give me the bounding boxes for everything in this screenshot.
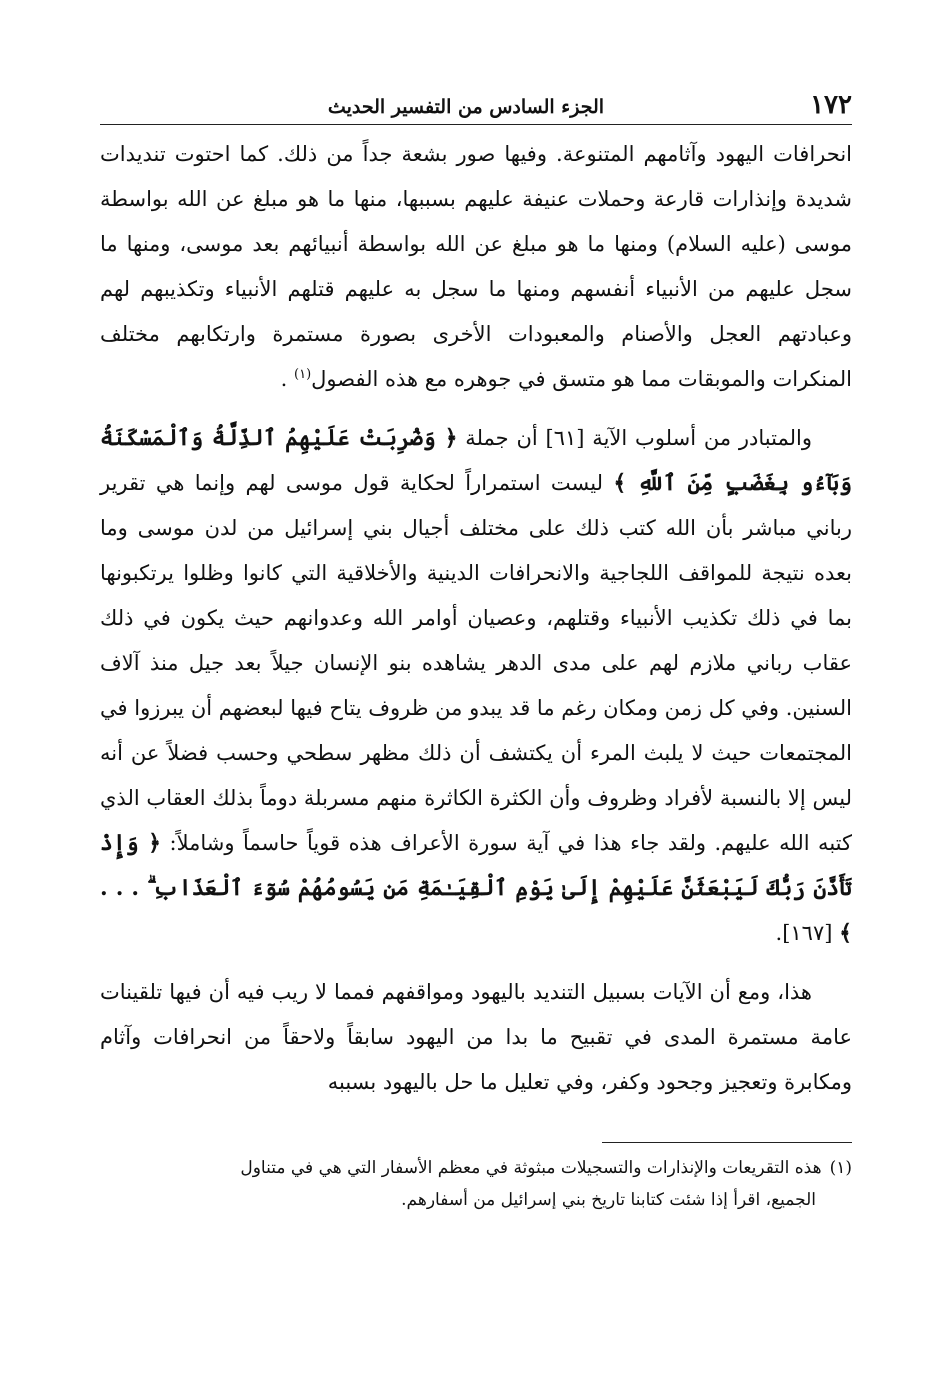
paragraph-2-part1: والمتبادر من أسلوب الآية [٦١] أن جملة (457, 426, 812, 450)
quran-verse-1: ﴿ وَضُرِبَتْ عَلَيْهِمُ ٱلذِّلَّةُ وَٱلْمَسْكَنَةُ وَبَآءُو بِغَضَبٍ مِّنَ ٱللَّهِ ﴾ (100, 425, 852, 496)
paragraph-2-part2: ليست استمراراً لحكاية قول موسى لهم وإنما هي تقرير رباني مباشر بأن الله كتب ذلك على مختلف أجيال بني إسرائيل من لدن موسى وما بعده نتيجة للمواقف اللجاجية والانحرافات الدينية والأخلاقية التي كانوا وظلوا يرتكبونها بما في ذلك تكذيب الأنبياء وقتلهم، وعصيان أوامر الله وعدوانهم حيث يكون في ذلك عقاب رباني ملازم لهم على مدى الدهر يشاهده بنو الإنسان جيلاً بعد جيل منذ آلاف السنين. وفي كل زمن ومكان رغم ما قد يبدو من ظروف يتاح فيها لبعضهم أن يبرزوا في المجتمعات حيث لا يلبث المرء أن يكتشف أن ذلك مظهر سطحي وحسب فضلاً عن أنه ليس إلا بالنسبة لأفراد وظروف وأن الكثرة الكاثرة منهم مسربلة دوماً بذلك العقاب الذي كتبه الله عليهم. ولقد جاء هذا في آية سورة الأعراف هذه قوياً حاسماً وشاملاً: (100, 471, 852, 855)
footnote-line-1: هذه التقريعات والإنذارات والتسجيلات مبثوثة في معظم الأسفار التي هي في متناول (240, 1158, 822, 1178)
footnote-reference: (١) (294, 367, 312, 382)
footnote-divider (602, 1142, 852, 1143)
page-header (100, 84, 852, 125)
footnote-1-continued (100, 1184, 852, 1216)
paragraph-3-text: هذا، ومع أن الآيات بسبيل التنديد باليهود ومواقفهم فمما لا ريب فيه أن فيها تلقينات عامة مستمرة المدى في تقبيح ما بدا من اليهود سابقاً ولاحقاً من انحرافات وآثام ومكابرة وتعجيز وجحود وكفر، وفي تعليل ما حل باليهود بسببه (100, 980, 852, 1094)
footnotes (100, 1152, 852, 1216)
paragraph-3 (100, 970, 852, 1105)
footnote-1 (100, 1152, 852, 1184)
footnote-line-2: الجميع، اقرأ إذا شئت كتابنا تاريخ بني إسرائيل من أسفارهم. (401, 1190, 816, 1210)
page-body (100, 132, 852, 1105)
paragraph-1 (100, 132, 852, 402)
paragraph-2-part3: [١٦٧]. (775, 921, 840, 945)
paragraph-1-text: انحرافات اليهود وآثامهم المتنوعة. وفيها صور بشعة جداً من ذلك. كما احتوت تنديدات شديدة وإنذارات قارعة وحملات عنيفة عليهم بسببها، منها ما هو مبلغ عن الله بواسطة موسى (عليه السلام) ومنها ما هو مبلغ عن الله بواسطة أنبيائهم بعد موسى، ومنها ما سجل عليهم من الأنبياء أنفسهم ومنها ما سجل به عليهم قتلهم الأنبياء وتكذيبهم لهم وعبادتهم العجل والأصنام والمعبودات الأخرى بصورة مستمرة وارتكابهم مختلف المنكرات والموبقات مما هو متسق في جوهره مع هذه الفصول (100, 142, 852, 391)
page-number: ١٧٢ (810, 90, 852, 120)
quran-verse-2: ﴿ وَإِذْ تَأَذَّنَ رَبُّكَ لَيَبْعَثَنَّ عَلَيْهِمْ إِلَىٰ يَوْمِ ٱلْقِيَـٰمَةِ مَن يَسُومُهُمْ سُوٓءَ ٱلْعَذَابِ ۗ . . . ﴾ (100, 830, 852, 946)
paragraph-1-end: . (280, 367, 294, 391)
footnote-number: (١) (829, 1158, 852, 1178)
paragraph-2 (100, 416, 852, 956)
running-title: الجزء السادس من التفسير الحديث (327, 96, 605, 118)
